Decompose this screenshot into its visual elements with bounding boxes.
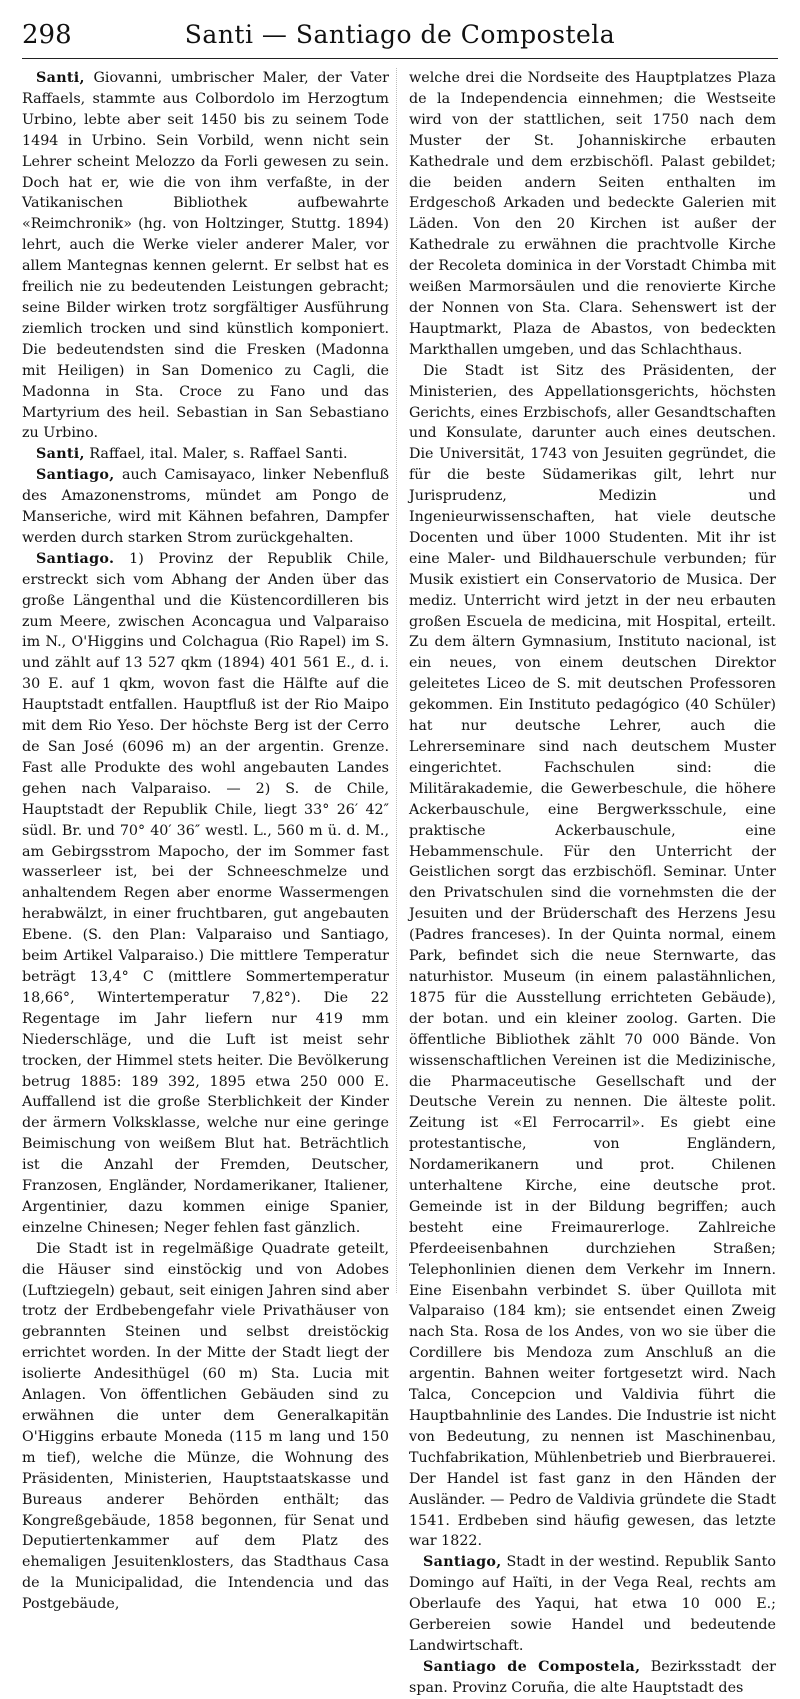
entry-text: Bezirksstadt der span. Provinz Coruña, die alte Hauptstadt des xyxy=(409,1658,776,1696)
left-column xyxy=(22,68,389,1613)
entry-headword: Santiago de Compostela, xyxy=(423,1658,641,1675)
entry-text: auch Camisayaco, linker Nebenfluß des Amazonenstroms, mündet am Pongo de Manseriche, wird mit Kähnen befahren, Dampfer werden durch starken Strom zurückgehalten. xyxy=(22,467,389,546)
entry-headword: Santiago, xyxy=(36,467,115,484)
entry xyxy=(22,549,389,1239)
entry-text: Stadt in der westind. Republik Santo Domingo auf Haïti, in der Vega Real, rechts am Oberlaufe des Yaqui, hat etwa 10 000 E.; Gerbereien sowie Handel und bedeutende Landwirtschaft. xyxy=(409,1554,776,1654)
entry xyxy=(22,465,389,549)
entry-text: Giovanni, umbrischer Maler, der Vater Raffaels, stammte aus Colbordolo im Herzogtum Urbino, lebte aber seit 1450 bis zu seinem Tode 1494 in Urbino. Sein Vorbild, wenn nicht sein Lehrer scheint Melozzo da Forli gewesen zu sein. Doch hat er, wie die von ihm verfaßte, in der Vatikanischen Bibliothek aufbewahrte «Reimchronik» (hg. von Holtzinger, Stuttg. 1894) lehrt, auch die Werke vieler anderer Maler, vor allem Mantegnas kennen gelernt. Er selbst hat es freilich nie zu bedeutenden Leistungen gebracht; seine Bilder wirken trotz sorgfältiger Ausführung ziemlich trocken und sind künstlich komponiert. Die bedeutendsten sind die Fresken (Madonna mit Heiligen) in San Domenico zu Cagli, die Madonna in Sta. Croce zu Fano und das Martyrium des heil. Sebastian in San Sebastiano zu Urbino. xyxy=(22,70,389,442)
running-head: Santi — Santiago de Compostela xyxy=(184,20,616,49)
entry-paragraph xyxy=(409,361,776,1553)
entry xyxy=(22,68,389,444)
header-rule xyxy=(22,58,778,59)
entry-headword: Santi, xyxy=(36,70,85,86)
entry-headword: Santiago. xyxy=(36,550,115,567)
page-number: 298 xyxy=(22,20,72,50)
entry-text: 1) Provinz der Republik Chile, erstreckt sich vom Abhang der Anden über das große Längenthal und die Küstencordilleren bis zum Meere, zwischen Aconcagua und Valparaiso im N., O'Higgins und Colchagua (Rio Rapel) im S. und zählt auf 13 527 qkm (1894) 401 561 E., d. i. 30 E. auf 1 qkm, wovon fast die Hälfte auf die Hauptstadt entfallen. Hauptfluß ist der Rio Maipo mit dem Rio Yeso. Der höchste Berg ist der Cerro de San José (6096 m) an der argentin. Grenze. Fast alle Produkte des wohl angebauten Landes gehen nach Valparaiso. — 2) S. de Chile, Hauptstadt der Republik Chile, liegt 33° 26′ 42″ südl. Br. und 70° 40′ 36″ westl. L., 560 m ü. d. M., am Gebirgsstrom Mapocho, der im Sommer fast wasserleer ist, bei der Schneeschmelze und anhaltendem Regen aber enorme Wassermengen herabwälzt, in einer fruchtbaren, gut angebauten Ebene. (S. den Plan: Valparaiso und Santiago, beim Artikel Valparaiso.) Die mittlere Temperatur beträgt 13,4° C (mittlere Sommertemperatur 18,66°, Wintertemperatur 7,82°). Die 22 Regentage im Jahr liefern nur 419 mm Niederschläge, und die Luft ist meist sehr trocken, der Himmel stets heiter. Die Bevölkerung betrug 1885: 189 392, 1895 etwa 250 000 E. Auffallend ist die große Sterblichkeit der Kinder der ärmern Volksklasse, welche nur eine geringe Beimischung von weißem Blut hat. Beträchtlich ist die Anzahl der Fremden, Deutscher, Franzosen, Engländer, Nordamerikaner, Italiener, Argentinier, dazu kommen einige Spanier, einzelne Chinesen; Neger fehlen fast gänzlich. xyxy=(22,550,389,1236)
entry xyxy=(409,1552,776,1657)
entry-text: Raffael, ital. Maler, s. Raffael Santi. xyxy=(84,446,348,463)
entry-text: Die Stadt ist in regelmäßige Quadrate geteilt, die Häuser sind einstöckig und von Adobes (Luftziegeln) gebaut, seit einigen Jahren sind aber trotz der Erdbebengefahr viele Privathäuser von gebrannten Steinen und selbst dreistöckig errichtet worden. In der Mitte der Stadt liegt der isolierte Andesithügel (60 m) Sta. Lucia mit Anlagen. Von öffentlichen Gebäuden sind zu erwähnen die unter dem Generalkapitän O'Higgins erbaute Moneda (115 m lang und 150 m tief), welche die Münze, die Wohnung des Präsidenten, Ministerien, Hauptstaatskasse und Bureaus anderer Behörden enthält; das Kongreßgebäude, 1858 begonnen, für Senat und Deputiertenkammer auf dem Platz des ehemaligen Jesuitenklosters, das Stadthaus Casa de la Municipalidad, die Intendencia und das Postgebäude, xyxy=(22,1240,389,1613)
entry-text: welche drei die Nordseite des Hauptplatzes Plaza de la Independencia einnehmen; die Westseite wird von der stattlichen, seit 1750 nach dem Muster der St. Johanniskirche erbauten Kathedrale und dem erzbischöfl. Palast gebildet; die beiden andern Seiten enthalten im Erdgeschoß Arkaden und bedeckte Galerien mit Läden. Von den 20 Kirchen ist außer der Kathedrale zu erwähnen die prachtvolle Kirche der Recoleta dominica in der Vorstadt Chimba mit weißen Marmorsäulen und die renovierte Kirche der Nonnen von Sta. Clara. Sehenswert ist der Hauptmarkt, Plaza de Abastos, von bedeckten Markthallen umgeben, und das Schlachthaus. xyxy=(409,70,776,358)
entry-headword: Santiago, xyxy=(423,1554,502,1571)
entry-paragraph xyxy=(22,1239,389,1615)
column-divider xyxy=(396,68,397,1293)
entry xyxy=(409,1657,776,1699)
page-header xyxy=(22,14,778,58)
entry-headword: Santi, xyxy=(36,446,85,463)
right-column xyxy=(409,68,776,1696)
entry xyxy=(22,444,389,465)
entry-paragraph xyxy=(409,68,776,361)
entry-text: Die Stadt ist Sitz des Präsidenten, der Ministerien, des Appellationsgerichts, höchsten Gerichts, eines Erzbischofs, aller Gesandtschaften und Konsulate, darunter auch eines deutschen. Die Universität, 1743 von Jesuiten gegründet, die für die beste Südamerikas gilt, lehrt nur Jurisprudenz, Medizin und Ingenieurwissenschaften, hat viele deutsche Docenten und über 1000 Studenten. Mit ihr ist eine Maler- und Bildhauerschule verbunden; für Musik existiert ein Conservatorio de Musica. Der mediz. Unterricht wird jetzt in der neu erbauten großen Escuela de medicina, mit Hospital, erteilt. Zu dem ältern Gymnasium, Instituto nacional, ist ein neues, von einem deutschen Direktor geleitetes Liceo de S. mit deutschen Professoren gekommen. Ein Instituto pedagógico (40 Schüler) hat nur deutsche Lehrer, auch die Lehrerseminare sind nach deutschem Muster eingerichtet. Fachschulen sind: die Militärakademie, die Gewerbeschule, die höhere Ackerbauschule, eine Bergwerksschule, eine praktische Ackerbauschule, eine Hebammenschule. Für den Unterricht der Geistlichen sorgt das erzbischöfl. Seminar. Unter den Privatschulen sind die vornehmsten die der Jesuiten und der Brüderschaft des Herzens Jesu (Padres franceses). In der Quinta normal, einem Park, befindet sich die neue Sternwarte, das naturhistor. Museum (in einem palastähnlichen, 1875 für die Ausstellung errichteten Gebäude), der botan. und ein kleiner zoolog. Garten. Die öffentliche Bibliothek zählt 70 000 Bände. Von wissenschaftlichen Vereinen ist die Medizinische, die Pharmaceutische Gesellschaft und der Deutsche Verein zu nennen. Die älteste polit. Zeitung ist «El Ferrocarril». Es giebt eine protestantische, von Engländern, Nordamerikanern und prot. Chilenen unterhaltene Kirche, eine deutsche prot. Gemeinde ist in der Bildung begriffen; auch besteht eine Freimaurerloge. Zahlreiche Pferdeeisenbahnen durchziehen Straßen; Telephonlinien dienen dem Verkehr im Innern. Eine Eisenbahn verbindet S. über Quillota mit Valparaiso (184 km); sie entsendet einen Zweig nach Sta. Rosa de los Andes, von wo sie über die Cordillere bis Mendoza zum Anschluß an die argentin. Bahnen weiter fortgesetzt wird. Nach Talca, Concepcion und Valdivia führt die Hauptbahnlinie des Landes. Die Industrie ist nicht von Bedeutung, zu nennen ist Maschinenbau, Tuchfabrikation, Mühlenbetrieb und Bierbrauerei. Der Handel ist fast ganz in den Händen der Ausländer. — Pedro de Valdivia gründete die Stadt 1541. Erdbeben sind häufig gewesen, das letzte war 1822. xyxy=(409,362,776,1550)
